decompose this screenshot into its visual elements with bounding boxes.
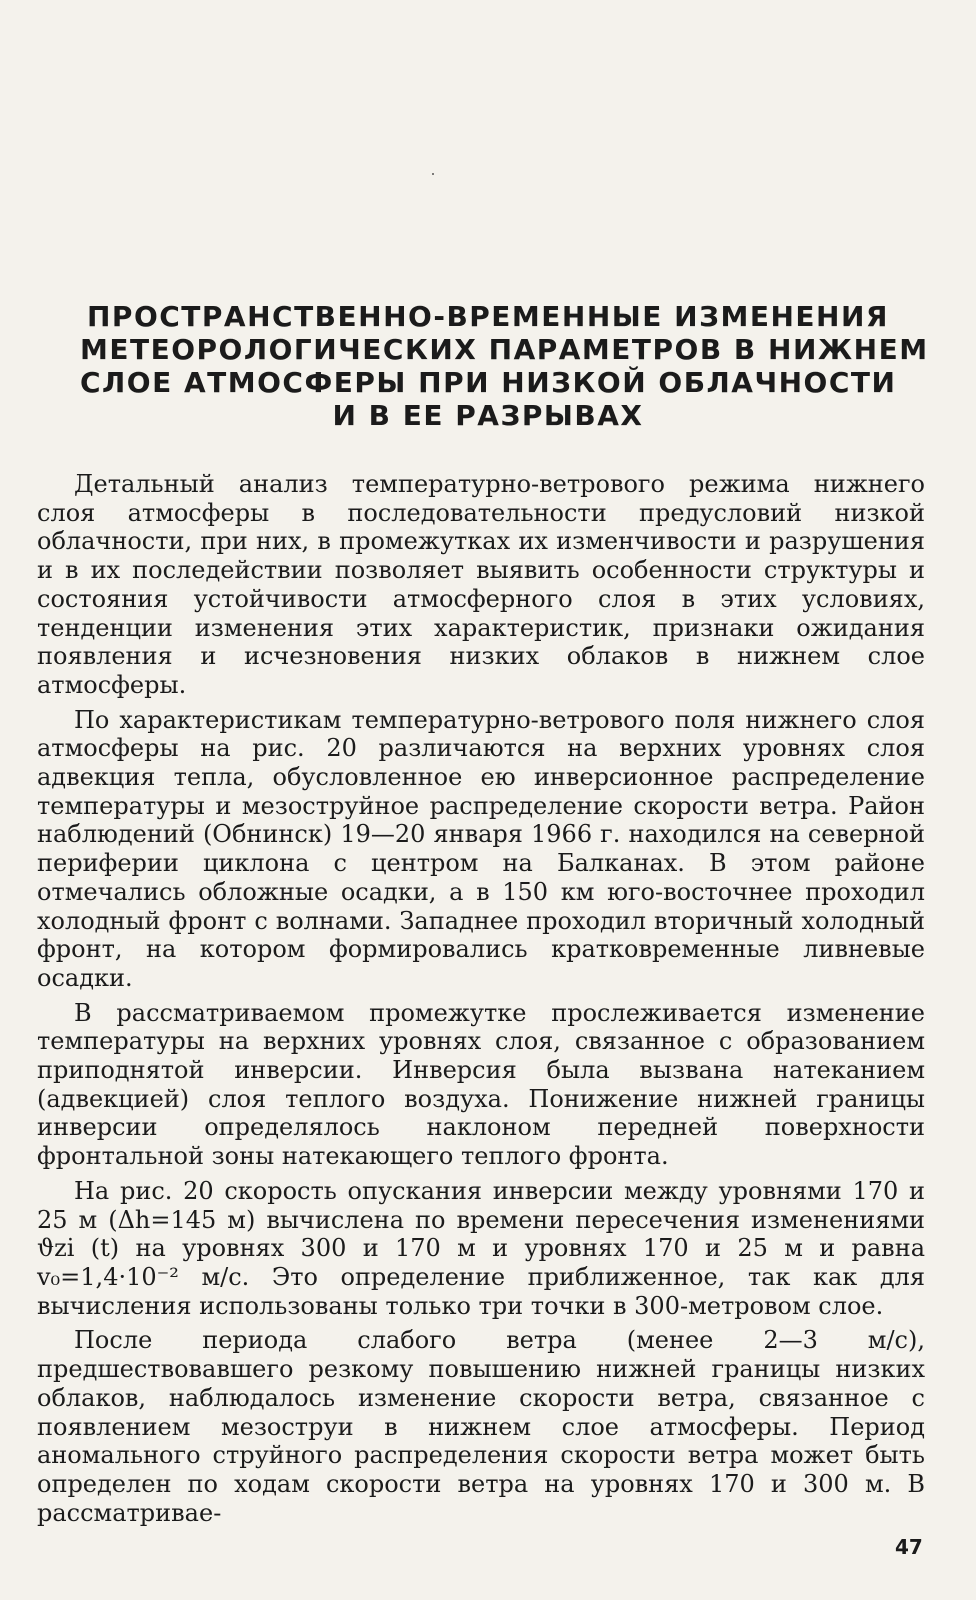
title-line-2: МЕТЕОРОЛОГИЧЕСКИХ ПАРАМЕТРОВ В НИЖНЕМ <box>80 333 929 366</box>
page-number: 47 <box>895 1535 923 1559</box>
article-title <box>80 300 929 432</box>
paragraph-1: Детальный анализ температурно-ветрового режима нижнего слоя атмосферы в последовательности предусловий низкой облачности, при них, в промежутках их изменчивости и разрушения и в их последействии позволяет выявить особенности структуры и состояния устойчивости атмосферного слоя в этих условиях, тенденции изменения этих характеристик, признаки ожидания появления и исчезновения низких облаков в нижнем слое атмосферы. <box>37 470 925 699</box>
paragraph-5: После периода слабого ветра (менее 2—3 м/с), предшествовавшего резкому повышению нижней границы низких облаков, наблюдалось изменение скорости ветра, связанное с появлением мезоструи в нижнем слое атмосферы. Период аномального струйного распределения скорости ветра может быть определен по ходам скорости ветра на уровнях 170 и 300 м. В рассматривае- <box>37 1326 925 1527</box>
title-line-4: И В ЕЕ РАЗРЫВАХ <box>332 399 644 432</box>
print-speck <box>432 173 434 175</box>
paragraph-2: По характеристикам температурно-ветрового поля нижнего слоя атмосферы на рис. 20 различаются на верхних уровнях слоя адвекция тепла, обусловленное ею инверсионное распределение температуры и мезоструйное распределение скорости ветра. Район наблюдений (Обнинск) 19—20 января 1966 г. находился на северной периферии циклона с центром на Балканах. В этом районе отмечались обложные осадки, а в 150 км юго-восточнее проходил холодный фронт с волнами. Западнее проходил вторичный холодный фронт, на котором формировались кратковременные ливневые осадки. <box>37 705 925 992</box>
title-line-1: ПРОСТРАНСТВЕННО-ВРЕМЕННЫЕ ИЗМЕНЕНИЯ <box>87 300 889 333</box>
article-body <box>37 470 925 1527</box>
title-line-3: СЛОЕ АТМОСФЕРЫ ПРИ НИЗКОЙ ОБЛАЧНОСТИ <box>80 366 897 399</box>
paragraph-3: В рассматриваемом промежутке прослеживается изменение температуры на верхних уровнях слоя, связанное с образованием приподнятой инверсии. Инверсия была вызвана натеканием (адвекцией) слоя теплого воздуха. Понижение нижней границы инверсии определялось наклоном передней поверхности фронтальной зоны натекающего теплого фронта. <box>37 998 925 1171</box>
paragraph-4: На рис. 20 скорость опускания инверсии между уровнями 170 и 25 м (Δh=145 м) вычислена по времени пересечения изменениями ϑzi (t) на уровнях 300 и 170 м и уровнях 170 и 25 м и равна v₀=1,4·10⁻² м/с. Это определение приближенное, так как для вычисления использованы только три точки в 300-метровом слое. <box>37 1176 925 1320</box>
